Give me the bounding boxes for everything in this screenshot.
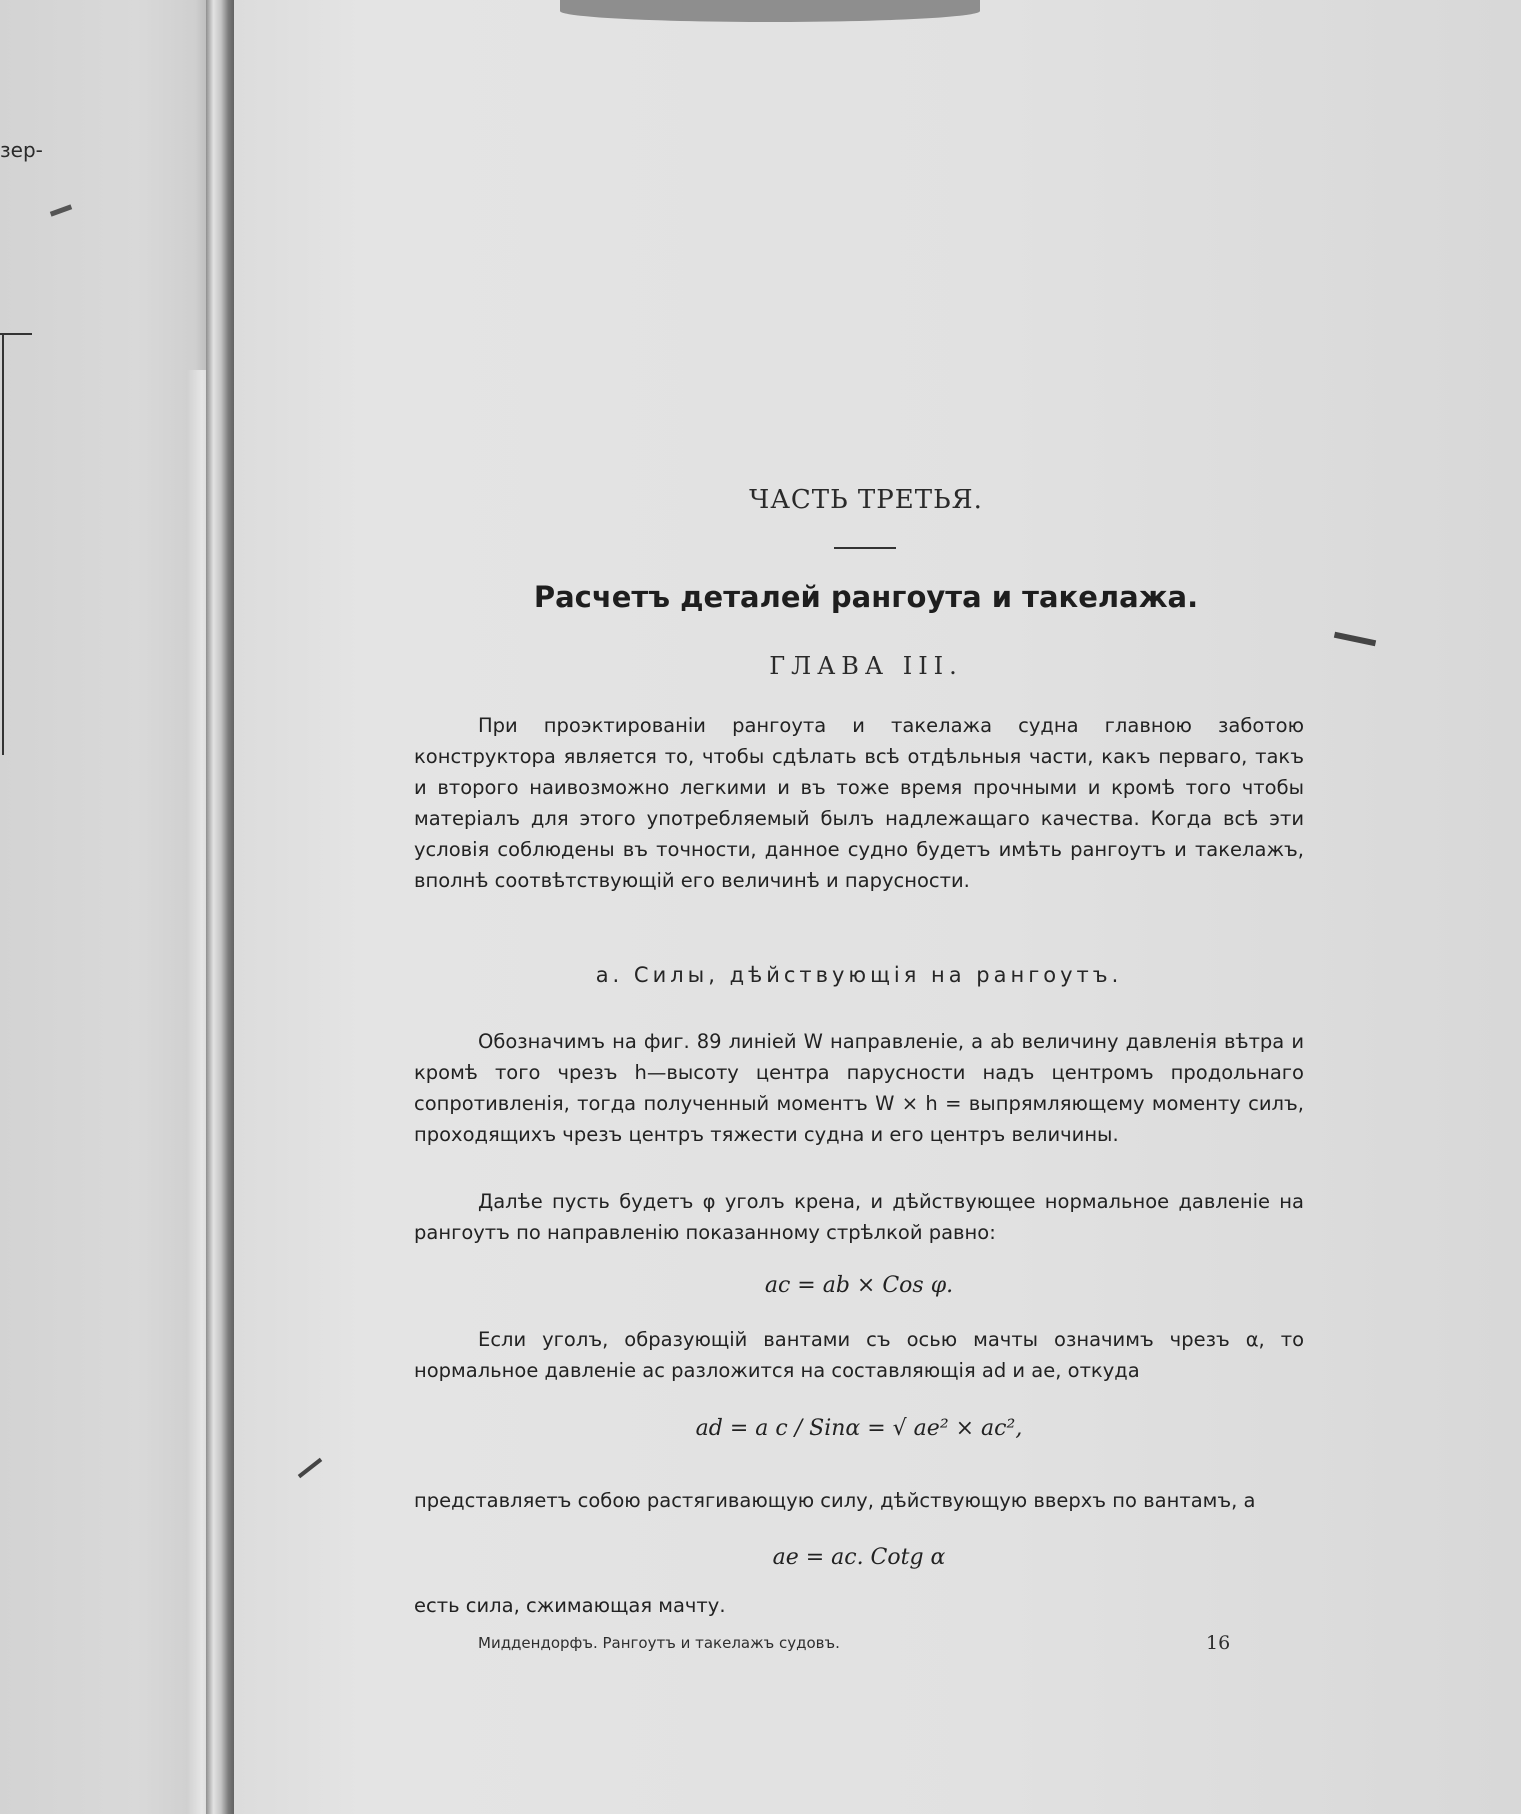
left-page-text-fragment: зер- (0, 138, 43, 162)
paragraph-shroud-angle: Если уголъ, образующій вантами съ осью мачты означимъ чрезъ α, то нормальное давленіе ac разложится на составляющія ad и ae, откуда (414, 1328, 1304, 1382)
right-page (234, 0, 1521, 1814)
formula-compression: ae = ac. Cotg α (772, 1545, 946, 1570)
paragraph-heel-angle: Далѣе пусть будетъ φ уголъ крена, и дѣйствующее нормальное давленіе на рангоутъ по направленію показанному стрѣлкой равно: (414, 1190, 1304, 1244)
part-title: ЧАСТЬ ТРЕТЬЯ. (749, 485, 983, 515)
title-divider (834, 547, 896, 549)
intro-paragraph: При проэктированіи рангоута и такелажа судна главною заботою конструктора является то, чтобы сдѣлать всѣ отдѣльныя части, какъ перваго, такъ и второго наивозможно легкими и въ тоже время прочными и кромѣ того чтобы матеріалъ для этого употребляемый былъ надлежащаго качества. Когда всѣ эти условія соблюдены въ точности, данное судно будетъ имѣть рангоутъ и такелажъ, вполнѣ соотвѣтствующій его величинѣ и парусности. (414, 714, 1304, 892)
formula-normal-pressure: ac = ab × Cos φ. (764, 1273, 954, 1298)
page-tear (560, 0, 980, 22)
paragraph-compression-description: есть сила, сжимающая мачту. (414, 1594, 726, 1617)
main-title: Расчетъ деталей рангоута и такелажа. (533, 580, 1199, 614)
section-heading: а. Силы, дѣйствующія на рангоутъ. (595, 963, 1123, 987)
running-footer: Миддендорфъ. Рангоутъ и такелажъ судовъ. (478, 1634, 840, 1652)
left-page-rule-horizontal (0, 333, 32, 335)
left-page-rule-vertical (2, 333, 4, 755)
paragraph-tension-description: представляетъ собою растягивающую силу, дѣйствующую вверхъ по вантамъ, а (414, 1489, 1256, 1512)
formula-tension: ad = a c / Sinα = √ ae² × ac², (695, 1416, 1023, 1441)
book-gutter (206, 0, 236, 1814)
chapter-title: ГЛАВА III. (769, 652, 963, 680)
page-number: 16 (1206, 1632, 1231, 1654)
ink-smudge (50, 204, 72, 216)
paragraph-wind-pressure: Обозначимъ на фиг. 89 линіей W направленіе, а ab величину давленія вѣтра и кромѣ того чрезъ h—высоту центра парусности надъ центромъ продольнаго сопротивленія, тогда полученный моментъ W × h = выпрямляющему моменту силъ, проходящихъ чрезъ центръ тяжести судна и его центръ величины. (414, 1030, 1304, 1146)
